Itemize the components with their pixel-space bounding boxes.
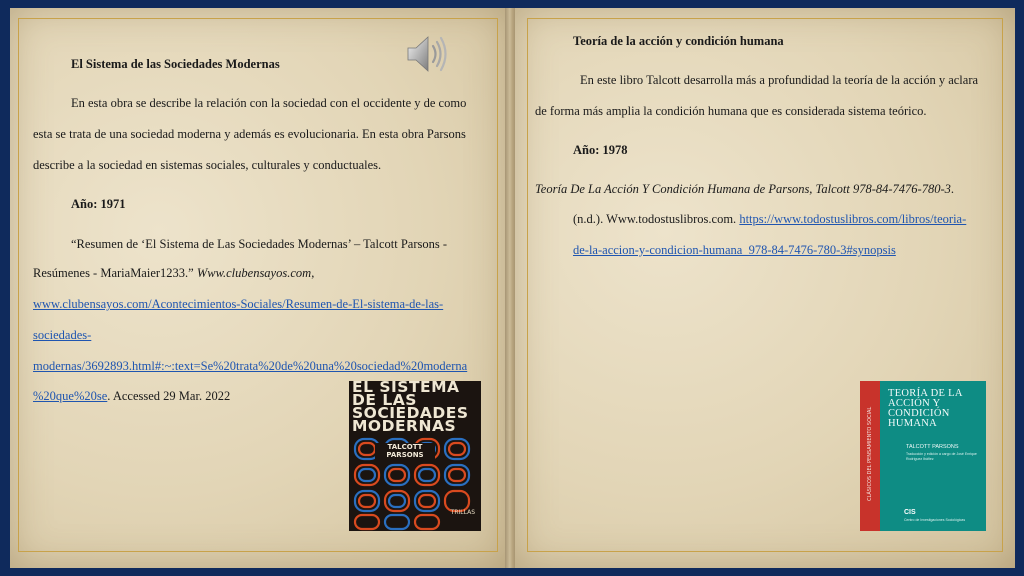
cover-subtitle: Traducción y edición a cargo de José Enrique Rodríguez Ibáñez (906, 452, 977, 461)
citation-title: Teoría De La Acción Y Condición Humana de Parsons, Talcott 978-84-7476-780-3 (535, 182, 951, 196)
right-heading: Teoría de la acción y condición humana (573, 34, 784, 48)
left-year: Año: 1971 (71, 197, 126, 211)
accessed-date: . Accessed 29 Mar. 2022 (107, 389, 231, 403)
cover-author-first: TALCOTT (387, 443, 423, 451)
citation-comma: , (311, 266, 315, 280)
cover-author-last: PARSONS (386, 451, 424, 459)
citation-text: Resúmenes - MariaMaier1233.” (33, 266, 197, 280)
cover-series: CLÁSICOS DEL PENSAMIENTO SOCIAL (867, 406, 873, 501)
left-paragraph-line: En esta obra se describe la relación con la sociedad con el occidente y de como (71, 96, 467, 110)
cis-logo-subtitle: Centro de Investigaciones Sociológicas (904, 518, 966, 522)
left-source-link[interactable]: modernas/3692893.html#:~:text=Se%20trata%20de%20una%20sociedad%20moderna (33, 359, 468, 373)
right-paragraph-line: de forma más amplia la condición humana que es considerada sistema teórico. (535, 104, 927, 118)
left-paragraph-line: describe a la sociedad en sistemas sociales, culturales y conductuales. (33, 158, 382, 172)
left-source-link[interactable]: www.clubensayos.com/Acontecimientos-Sociales/Resumen-de-El-sistema-de-las- (33, 297, 444, 311)
citation-text: (n.d.). Www.todostuslibros.com. (573, 212, 740, 226)
right-paragraph-line: En este libro Talcott desarrolla más a profundidad la teoría de la acción y aclara (580, 73, 979, 87)
citation-site: Www.clubensayos.com (196, 266, 312, 280)
cover-title: TEORÍA DE LA ACCIÓN Y CONDICIÓN HUMANA (888, 388, 963, 429)
cover-author: TALCOTT PARSONS (906, 444, 959, 450)
left-source-link[interactable]: sociedades- (33, 328, 92, 342)
left-citation-line: “Resumen de ‘El Sistema de Las Sociedades Modernas’ – Talcott Parsons - (71, 237, 448, 251)
left-citation-line (33, 266, 314, 281)
book-cover-sistema (349, 381, 481, 531)
right-year: Año: 1978 (573, 143, 628, 157)
right-source-link[interactable]: de-la-accion-y-condicion-humana_978-84-7476-780-3#synopsis (573, 243, 896, 257)
cover-author (375, 443, 435, 461)
cover-title: EL SISTEMA DE LAS SOCIEDADES MODERNAS (352, 381, 469, 435)
left-paragraph-line: esta se trata de una sociedad moderna y además es evolucionaria. En esta obra Parsons (33, 127, 466, 141)
book-cover-teoria (860, 381, 986, 531)
right-source-link[interactable]: https://www.todostuslibros.com/libros/teoria- (739, 212, 967, 226)
cis-logo: CIS (904, 509, 916, 516)
left-source-link[interactable]: %20que%20se (33, 389, 108, 403)
citation-period: . (950, 182, 954, 196)
left-heading: El Sistema de las Sociedades Modernas (71, 57, 280, 71)
speaker-icon[interactable] (404, 34, 450, 74)
right-citation-line (573, 212, 966, 227)
left-link-last-line (33, 389, 230, 404)
cover-publisher: TRILLAS (450, 509, 475, 516)
right-citation-line (535, 182, 954, 197)
